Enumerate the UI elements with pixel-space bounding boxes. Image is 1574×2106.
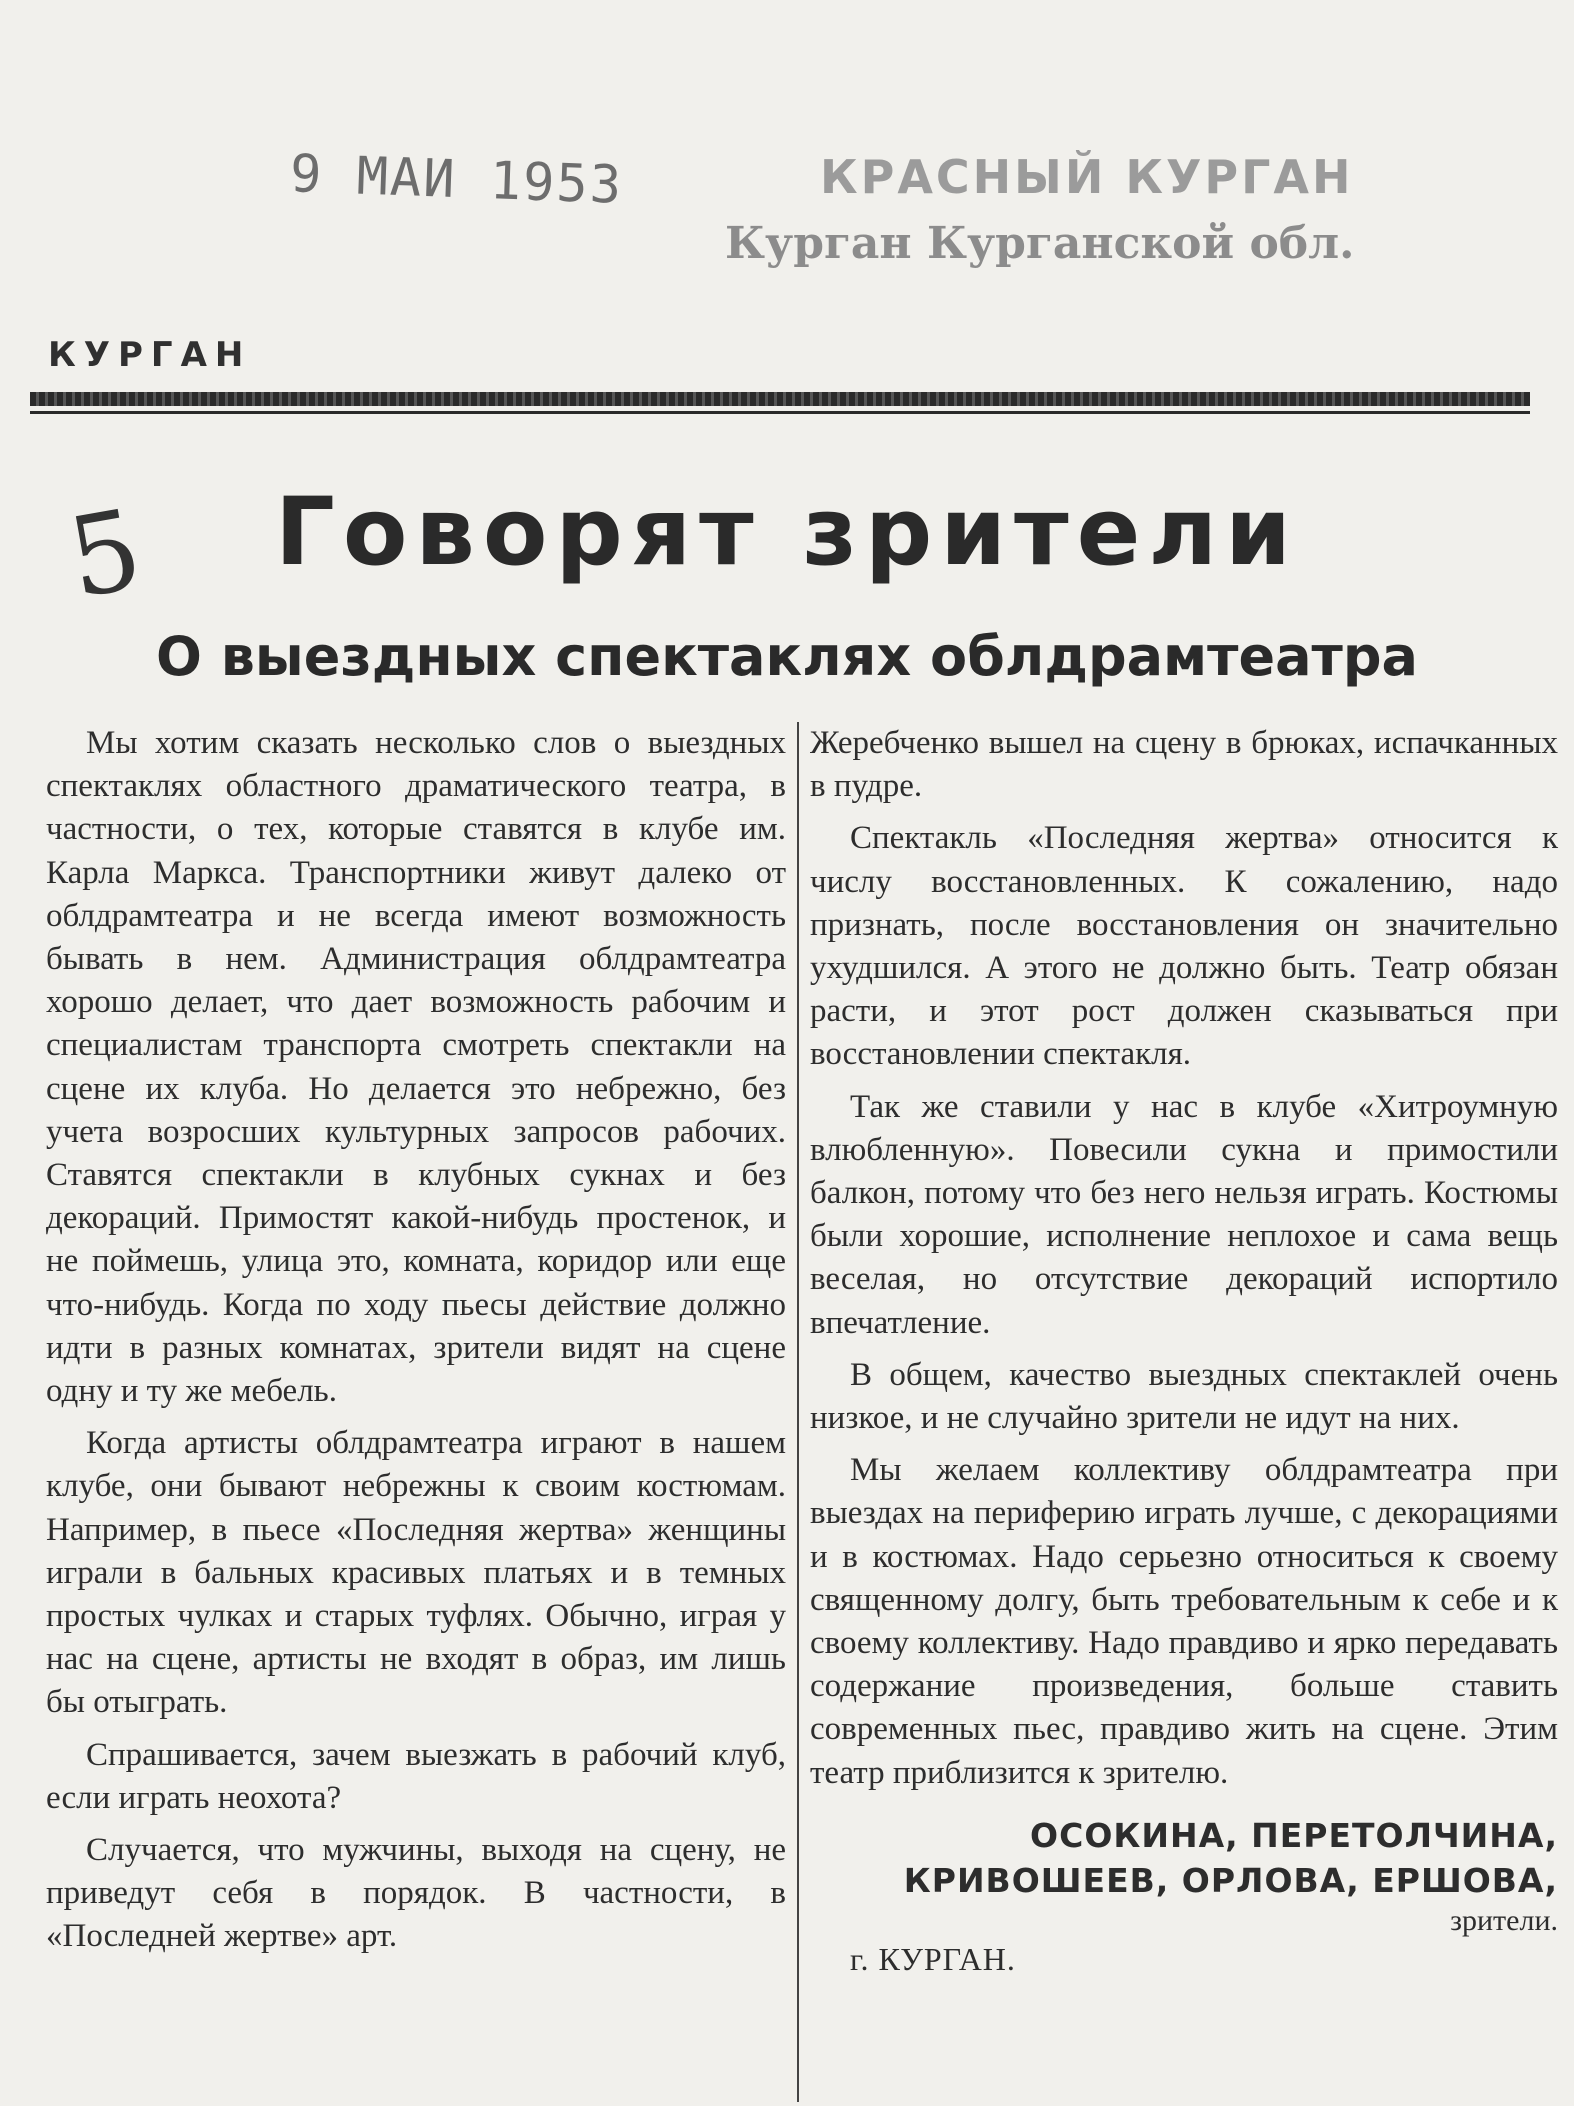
paragraph: Случается, что мужчины, выходя на сцену, не приведут себя в порядок. В частности, в «Последней жертве» арт. (46, 1832, 786, 1955)
author-place: г. КУРГАН. (850, 1940, 1016, 1977)
newspaper-stamp: КРАСНЫЙ КУРГАН (820, 150, 1354, 204)
paragraph: В общем, качество выездных спектаклей очень низкое, и не случайно зрители не идут на них. (810, 1356, 1558, 1437)
paragraph: Так же ставили у нас в клубе «Хитроумную влюбленную». Повесили сукна и примостили балкон, потому что без него нельзя играть. Костюмы были хорошие, исполнение неплохое и сама вещь веселая, но отсутствие декораций испортило впечатление. (810, 1088, 1558, 1341)
authors-line-1: ОСОКИНА, ПЕРЕТОЛЧИНА, (1030, 1815, 1558, 1855)
handwritten-mark: 5 (59, 484, 151, 624)
author-signatures (810, 1813, 1558, 1903)
left-column (46, 722, 786, 1968)
right-column (810, 722, 1558, 1979)
paragraph-continued: Жеребченко вышел на сцену в брюках, испачканных в пудре. (810, 725, 1558, 805)
paragraph: Мы хотим сказать несколько слов о выездных спектаклях областного драматического театра, в частности, о тех, которые ставятся в клубе им. Карла Маркса. Транспортники живут далеко от облдрамтеатра и не всегда имеют возможность бывать в нем. Администрация облдрамтеатра хорошо делает, что дает возможность рабочим и специалистам транспорта смотреть спектакли на сцене их клуба. Но делается это небрежно, без учета возросших культурных запросов рабочих. Ставятся спектакли в клубных сукнах и без декораций. Примостят какой-нибудь простенок, и не поймешь, улица это, комната, коридор или еще что-нибудь. Когда по ходу пьесы действие должно идти в разных комнатах, зрители видят на сцене одну и ту же мебель. (46, 725, 786, 1410)
paragraph: Мы желаем коллективу облдрамтеатра при выездах на периферию играть лучше, с декорациями и в костюмах. Надо серьезно относиться к своему священному долгу, быть требовательным к себе и к своему коллективу. Надо правдиво и ярко передавать содержание произведения, больше ставить современных пьес, правдиво жить на сцене. Этим театр приблизится к зрителю. (810, 1452, 1558, 1791)
city-header: КУРГАН (48, 335, 252, 375)
header-rule (30, 392, 1530, 406)
date-stamp: 9 МАИ 1953 (289, 144, 625, 216)
city-stamp: Курган Курганской обл. (725, 218, 1355, 269)
authors-line-2: КРИВОШЕЕВ, ОРЛОВА, ЕРШОВА, (903, 1860, 1558, 1900)
paragraph: Спектакль «Последняя жертва» относится к числу восстановленных. К сожалению, надо признать, после восстановления он значительно ухудшился. А этого не должно быть. Театр обязан расти, и этот рост должен сказываться при восстановлении спектакля. (810, 820, 1558, 1073)
article-headline: Говорят зрители (274, 478, 1300, 587)
paragraph: Спрашивается, зачем выезжать в рабочий клуб, если играть неохота? (46, 1736, 786, 1816)
article-subheadline: О выездных спектаклях облдрамтеатра (156, 625, 1418, 688)
column-divider (797, 722, 799, 2102)
header-rule-thin (30, 411, 1530, 414)
paragraph: Когда артисты облдрамтеатра играют в нашем клубе, они бывают небрежны к своим костюмам. Например, в пьесе «Последняя жертва» женщины играли в бальных красивых платьях и в темных простых чулках и старых туфлях. Обычно, играя у нас на сцене, артисты не входят в образ, им лишь бы отыграть. (46, 1425, 786, 1721)
author-role: зрители. (1450, 1903, 1558, 1937)
